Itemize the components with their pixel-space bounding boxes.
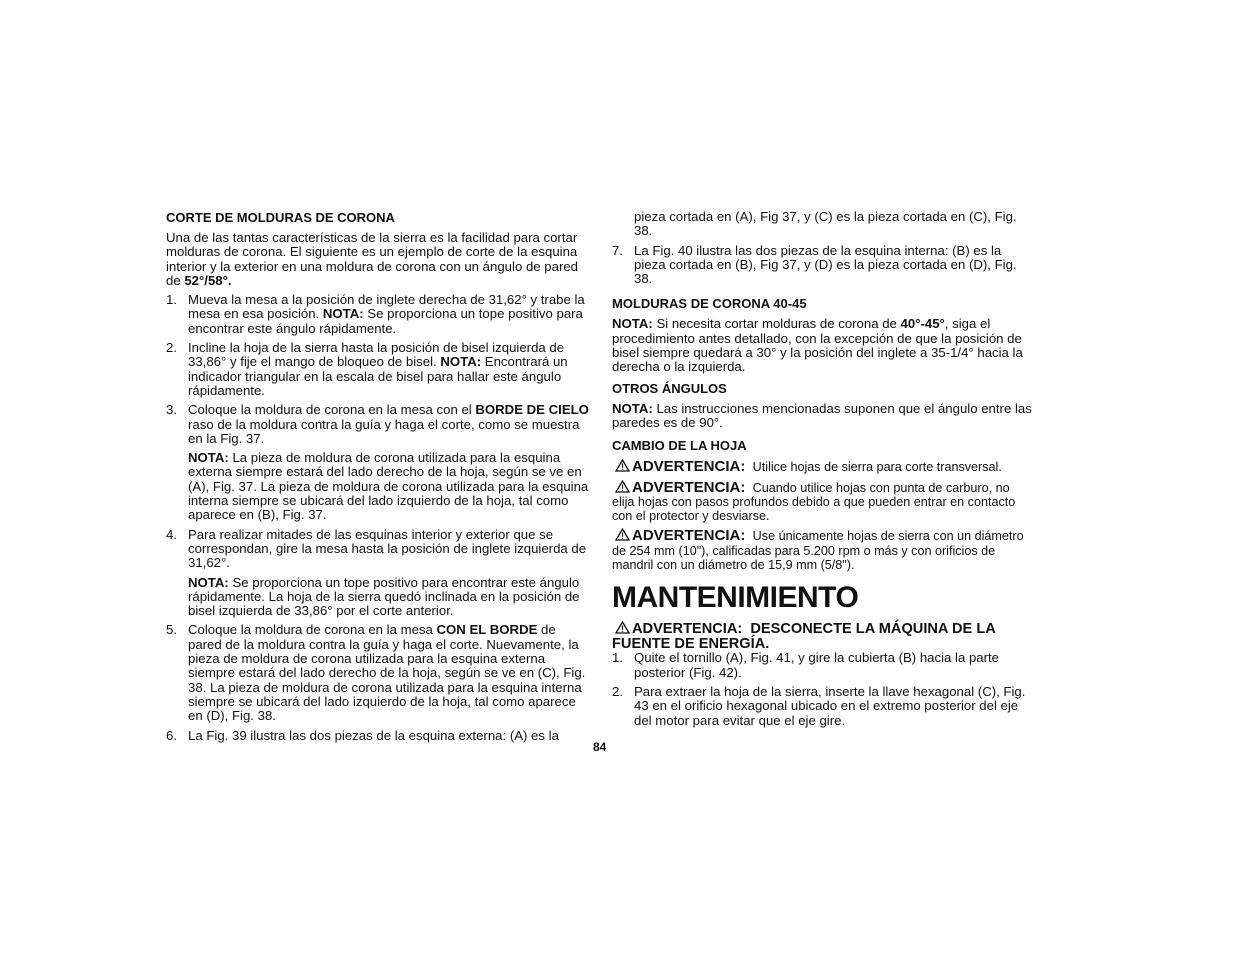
page-number: 84 (593, 740, 607, 754)
heading-corte-molduras: CORTE DE MOLDURAS DE CORONA (166, 210, 395, 225)
left-column (166, 210, 590, 748)
list-item: 7. La Fig. 40 ilustra las dos piezas de la esquina interna: (B) es la pieza cortada en (B), Fig 37, y (D) es la pieza cortada en (D), Fig. 38. (612, 242, 1017, 287)
list-item: 1. Mueva la mesa a la posición de inglete derecha de 31,62° y trabe la mesa en esa posición. NOTA: Se proporciona un tope positivo para encontrar este ángulo rápidamente. (166, 292, 585, 336)
section-title: MANTENIMIENTO (612, 581, 859, 615)
list-item: 6. La Fig. 39 ilustra las dos piezas de la esquina externa: (A) es la (166, 727, 559, 743)
note-paragraph: NOTA: Las instrucciones mencionadas suponen que el ángulo entre las paredes es de 90°. (612, 400, 1032, 430)
warning-triangle-icon (615, 528, 630, 541)
list-item-continuation: pieza cortada en (A), Fig 37, y (C) es la pieza cortada en (C), Fig. 38. (634, 209, 1017, 239)
list-item: 1. Quite el tornillo (A), Fig. 41, y gire la cubierta (B) hacia la parte posterior (Fig. 42). (612, 650, 1000, 680)
intro-paragraph: Una de las tantas características de la sierra es la facilidad para cortar molduras de corona. El siguiente es un ejemplo de corte de la esquina interior y la exterior en una moldura de corona con un ángulo de pared de 52°/58°. (166, 230, 579, 288)
warning-triangle-icon (615, 621, 630, 634)
warning-paragraph: ADVERTENCIA: Utilice hojas de sierra para corte transversal. (612, 459, 1032, 474)
note-paragraph: NOTA: Si necesita cortar molduras de corona de 40°-45°, siga el procedimiento antes detallado, con la excepción de que la posición de bisel siempre quedará a 30° y la posición del inglete a 35-1/4° hacia la derecha o la izquierda. (612, 316, 1023, 375)
warning-paragraph: ADVERTENCIA: Use únicamente hojas de sierra con un diámetro de 254 mm (10"), calificadas para 5.200 rpm o más y con orificios de mandril con un diámetro de 15,9 mm (5/8"). (612, 527, 1024, 573)
list-item: 2. Incline la hoja de la sierra hasta la posición de bisel izquierda de 33,86° y fije el mango de bloqueo de bisel. NOTA: Encontrará un indicador triangular en la escala de bisel para hallar este ángulo rápidamente. (166, 340, 568, 398)
warning-triangle-icon (615, 459, 630, 472)
note-paragraph: NOTA: Se proporciona un tope positivo para encontrar este ángulo rápidamente. La hoja de la sierra quedó inclinada en la posición de bisel izquierda de 33,86° por el corte anterior. (188, 574, 580, 619)
list-item: 2. Para extraer la hoja de la sierra, inserte la llave hexagonal (C), Fig. 43 en el orificio hexagonal ubicado en el extremo posterior del eje del motor para evitar que el eje gire. (612, 683, 1026, 728)
heading-cambio-hoja: CAMBIO DE LA HOJA (612, 438, 747, 454)
list-item: 4. Para realizar mitades de las esquinas interior y exterior que se correspondan, gire la mesa hasta la posición de inglete izquierda de 31,62°. (166, 526, 587, 571)
warning-triangle-icon (615, 480, 630, 493)
list-item: 5. Coloque la moldura de corona en la mesa CON EL BORDE de pared de la moldura contra la guía y haga el corte. Nuevamente, la pieza de moldura de corona utilizada para la esquina externa siempre estará del lado derecho de la hoja, según se ve en (C), Fig. 38. La pieza de moldura de corona utilizada para la esquina interna siempre se ubicará del lado izquierdo de la hoja, tal como aparece en (D), Fig. 38. (166, 622, 586, 724)
warning-paragraph: ADVERTENCIA: Cuando utilice hojas con punta de carburo, no elija hojas con pasos profundos debido a que pueden entrar en contacto con el protector y desviarse. (612, 478, 1016, 524)
warning-disconnect: ADVERTENCIA: DESCONECTE LA MÁQUINA DE LA FUENTE DE ENERGÍA. (612, 621, 996, 652)
heading-otros-angulos: OTROS ÁNGULOS (612, 380, 727, 396)
note-paragraph: NOTA: La pieza de moldura de corona utilizada para la esquina externa siempre estará del lado derecho de la hoja, según se ve en (A), Fig. 37. La pieza de moldura de corona utilizada para la esquina interna siempre se ubicará del lado izquierdo de la hoja, tal como aparece en (B), Fig. 37. (188, 450, 589, 523)
right-column (612, 210, 1032, 733)
list-item: 3. Coloque la moldura de corona en la mesa con el BORDE DE CIELO raso de la moldura contra la guía y haga el corte, como se muestra en la Fig. 37. (166, 402, 589, 446)
heading-molduras-40-45: MOLDURAS DE CORONA 40-45 (612, 296, 807, 312)
